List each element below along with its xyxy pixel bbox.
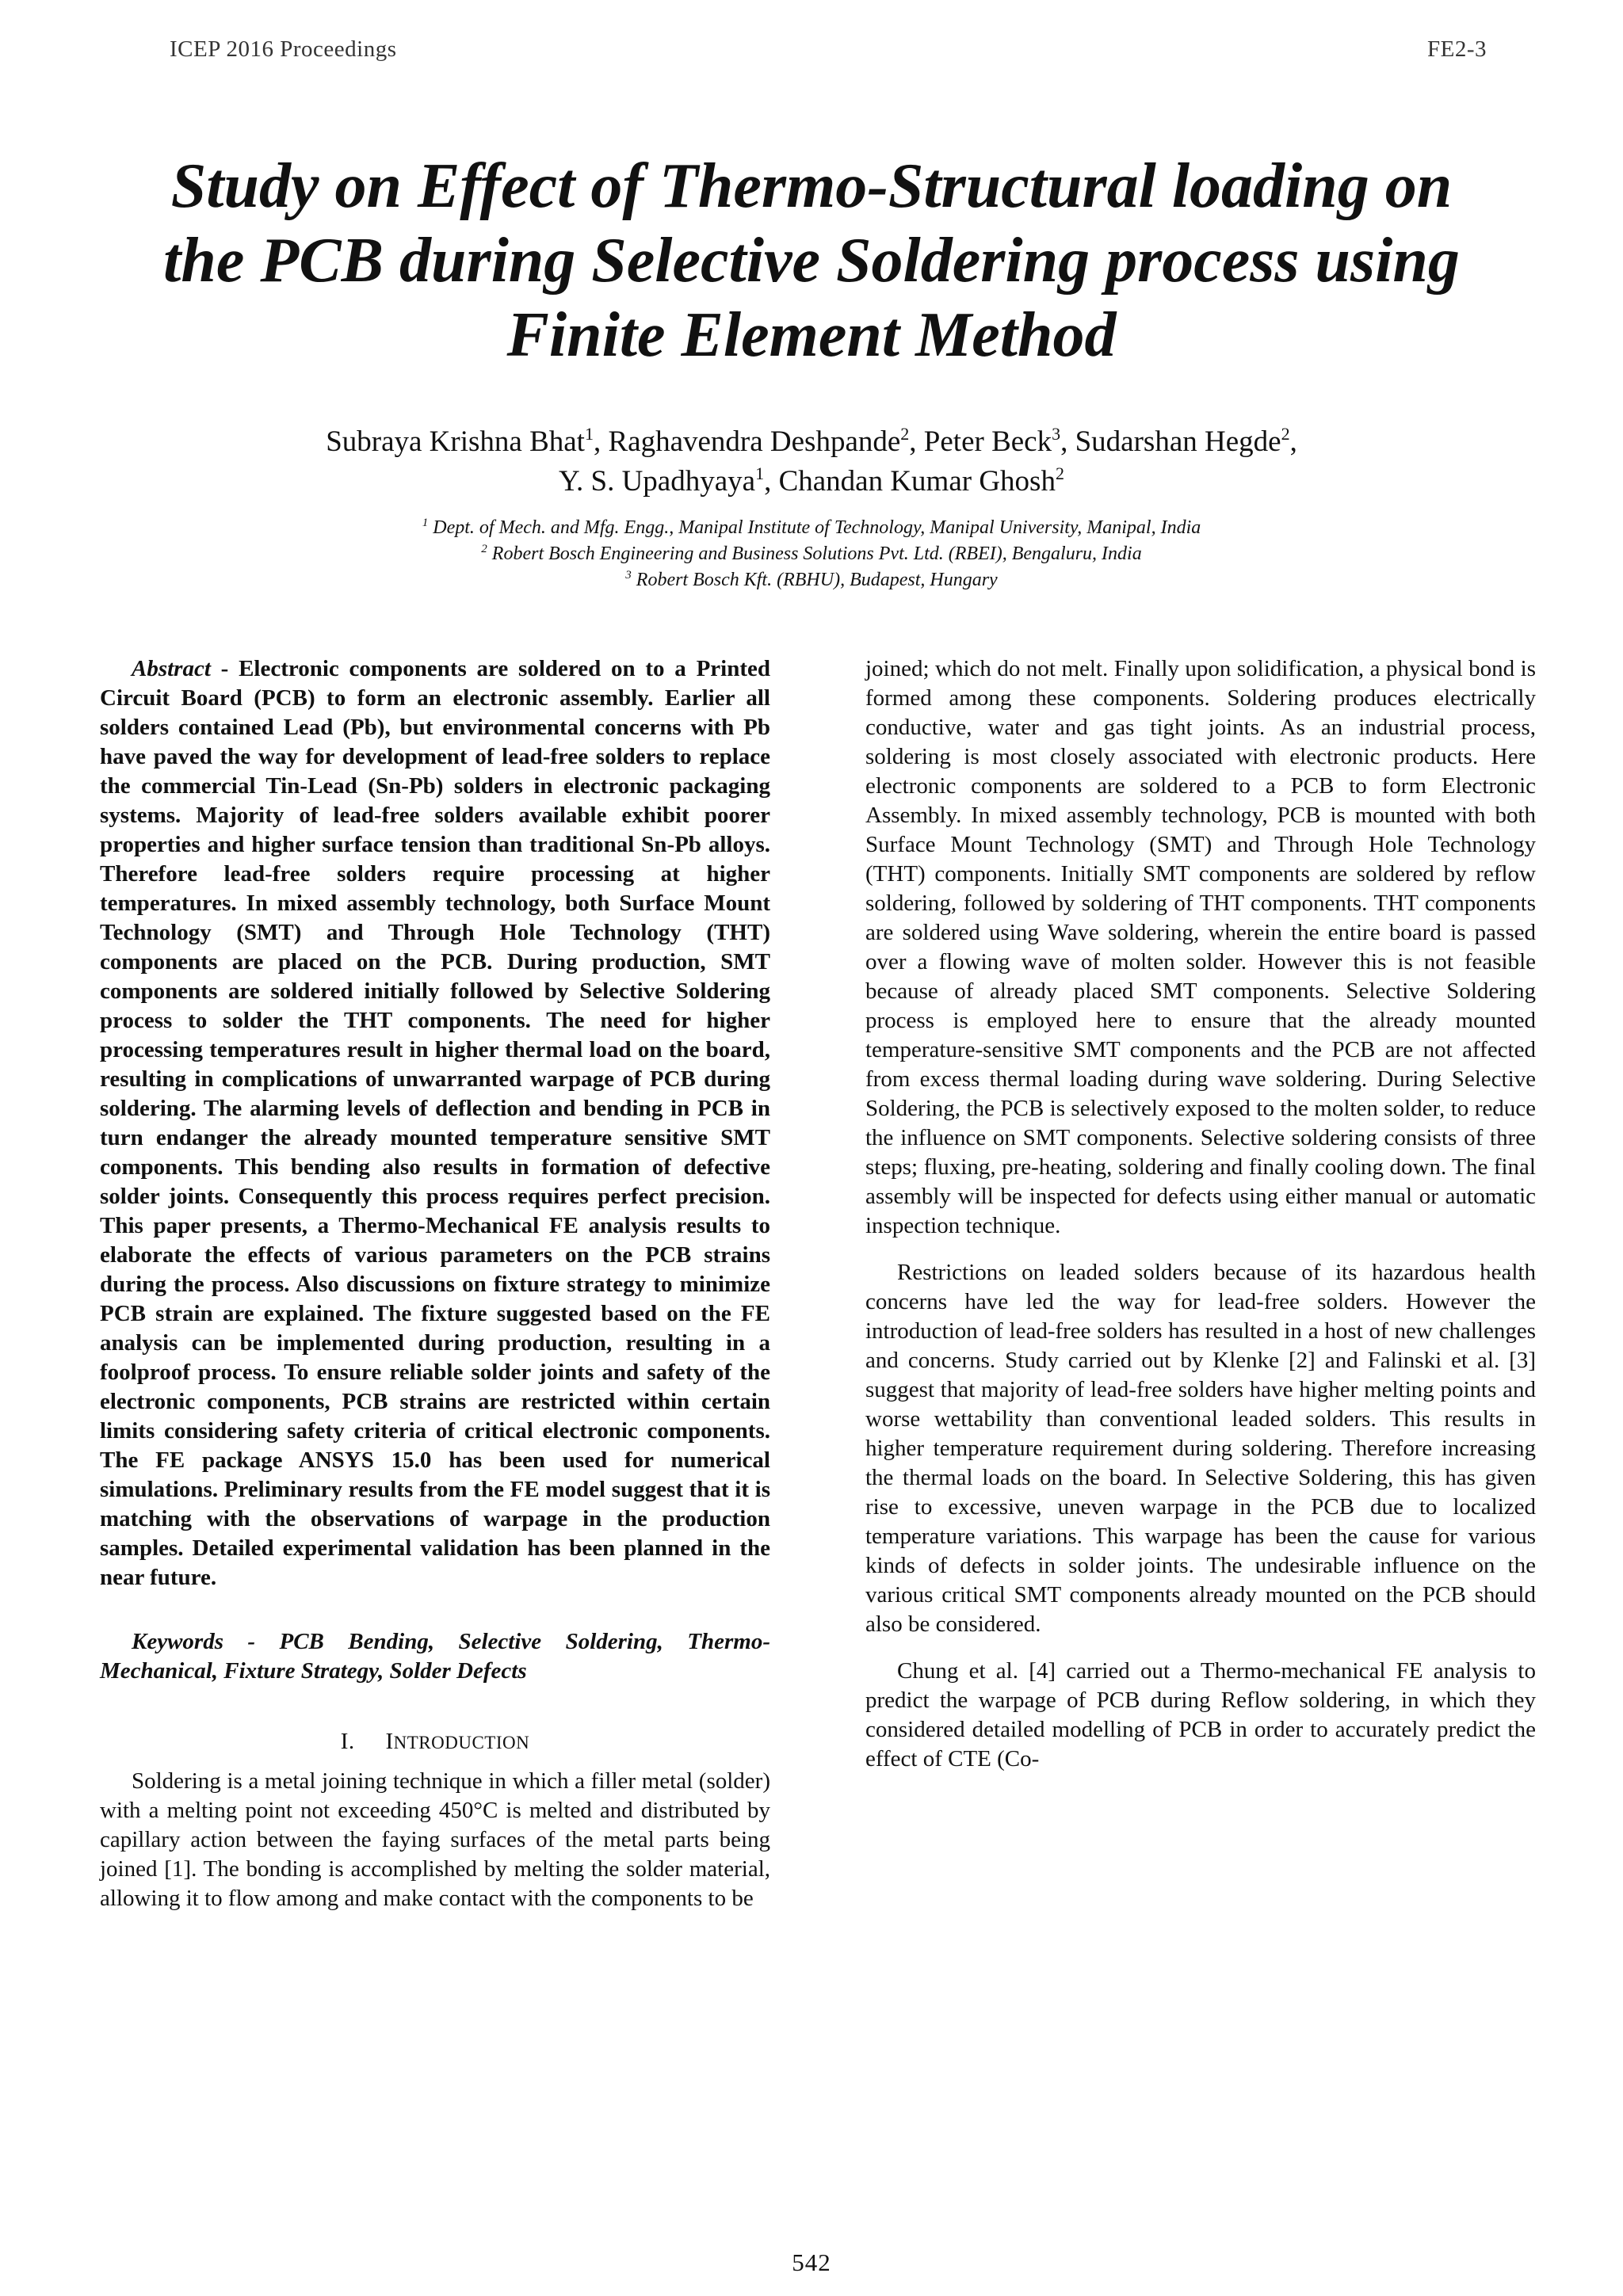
section-title-initial: I: [385, 1729, 394, 1754]
author-affil-sup: 2: [1281, 424, 1290, 444]
body-paragraph: Chung et al. [4] carried out a Thermo-mechanical FE analysis to predict the warpage of PCB during Reflow soldering, in which they considered detailed modelling of PCB in order to accurately predict the effect of CTE (Co-: [865, 1658, 1536, 1772]
author-name: , Sudarshan Hegde: [1060, 425, 1281, 458]
affiliation-sup: 1: [422, 517, 429, 529]
header-proceedings: ICEP 2016 Proceedings: [170, 36, 397, 62]
title-line: the PCB during Selective Soldering process using: [163, 226, 1460, 296]
affiliation-sup: 3: [625, 569, 632, 582]
section-title-rest: NTRODUCTION: [393, 1733, 530, 1753]
keywords-text: - PCB Bending, Selective Soldering, Thermo-Mechanical, Fixture Strategy, Solder Defects: [100, 1629, 770, 1684]
title-line: Finite Element Method: [506, 300, 1117, 370]
affiliation: [95, 541, 1528, 567]
section-number: I.: [340, 1729, 355, 1754]
author-separator: ,: [1289, 425, 1297, 458]
affiliation-text: Robert Bosch Kft. (RBHU), Budapest, Hungary: [631, 570, 998, 590]
author-name: Subraya Krishna Bhat: [326, 425, 585, 458]
author-line: [95, 422, 1528, 462]
body-paragraph: Restrictions on leaded solders because of its hazardous health concerns have led the way for lead-free solders. However the introduction of lead-free solders has resulted in a host of new challenges and concerns. Study carried out by Klenke [2] and Falinski et al. [3] suggest that majority of lead-free solders have higher melting points and worse wettability than conventional leaded solders. This results in higher temperature requirement during soldering. Therefore increasing the thermal loads on the board. In Selective Soldering, this has given rise to excessive, uneven warpage in the PCB due to localized temperature variations. This warpage has been the cause for various kinds of defects in solder joints. The undesirable influence on the various critical SMT components already mounted on the PCB should also be considered.: [865, 1260, 1536, 1637]
body-paragraph: joined; which do not melt. Finally upon solidification, a physical bond is formed among these components. Soldering produces electrically conductive, water and gas tight joints. As an industrial process, soldering is most closely associated with electronic products. Here electronic components are soldered to a PCB to form Electronic Assembly. In mixed assembly technology, PCB is mounted with both Surface Mount Technology (SMT) and Through Hole Technology (THT) components. Initially SMT components are soldered by reflow soldering, followed by soldering of THT components. THT components are soldered using Wave soldering, wherein the entire board is passed over a flowing wave of molten solder. However this is not feasible because of already placed SMT components. Selective Soldering process is employed here to ensure that the already mounted temperature-sensitive SMT components and the PCB are not affected from excess thermal loading during wave soldering. During Selective Soldering, the PCB is selectively exposed to the molten solder, to reduce the influence on SMT components. Selective soldering consists of three steps; fluxing, pre-heating, soldering and finally cooling down. The final assembly will be inspected for defects using either manual or automatic inspection technique.: [865, 656, 1536, 1238]
affiliation-text: Dept. of Mech. and Mfg. Engg., Manipal Institute of Technology, Manipal University, Manipal, India: [428, 517, 1201, 538]
paper-title: [95, 149, 1528, 372]
author-affil-sup: 3: [1052, 424, 1061, 444]
author-name: , Raghavendra Deshpande: [593, 425, 901, 458]
affiliation: [95, 567, 1528, 593]
author-affil-sup: 1: [755, 463, 765, 483]
author-affil-sup: 2: [900, 424, 910, 444]
author-name: Y. S. Upadhyaya: [559, 465, 756, 498]
author-name: , Peter Beck: [909, 425, 1052, 458]
keywords: [100, 1627, 770, 1686]
author-line: [95, 462, 1528, 502]
keywords-label: Keywords: [132, 1629, 223, 1654]
affiliation-text: Robert Bosch Engineering and Business Solutions Pvt. Ltd. (RBEI), Bengaluru, India: [487, 543, 1142, 564]
affiliation: [95, 515, 1528, 541]
right-column: [865, 654, 1536, 1774]
abstract-label: Abstract: [132, 656, 211, 681]
section-heading-introduction: [100, 1727, 770, 1757]
author-affil-sup: 1: [584, 424, 594, 444]
author-name: , Chandan Kumar Ghosh: [764, 465, 1056, 498]
author-affil-sup: 2: [1055, 463, 1064, 483]
page-number: 542: [792, 2248, 831, 2276]
title-line: Study on Effect of Thermo-Structural loading on: [170, 151, 1453, 221]
left-column: [100, 654, 770, 1913]
affiliation-sup: 2: [481, 543, 487, 555]
abstract-text: - Electronic components are soldered on to a Printed Circuit Board (PCB) to form an electronic assembly. Earlier all solders contained Lead (Pb), but environmental concerns with Pb have paved the way for development of lead-free solders to replace the commercial Tin-Lead (Sn-Pb) solders in electronic packaging systems. Majority of lead-free solders available exhibit poorer properties and higher surface tension than traditional Sn-Pb alloys. Therefore lead-free solders require processing at higher temperatures. In mixed assembly technology, both Surface Mount Technology (SMT) and Through Hole Technology (THT) components are placed on the PCB. During production, SMT components are soldered initially followed by Selective Soldering process to solder the THT components. The need for higher processing temperatures result in higher thermal load on the board, resulting in complications of unwarranted warpage of PCB during soldering. The alarming levels of deflection and bending in PCB in turn endanger the already mounted temperature sensitive SMT components. This bending also results in formation of defective solder joints. Consequently this process requires perfect precision. This paper presents, a Thermo-Mechanical FE analysis results to elaborate the effects of various parameters on the PCB strains during the process. Also discussions on fixture strategy to minimize PCB strain are explained. The fixture suggested based on the FE analysis can be implemented during production, resulting in a foolproof process. To ensure reliable solder joints and safety of the electronic components, PCB strains are restricted within certain limits considering safety criteria of critical electronic components. The FE package ANSYS 15.0 has been used for numerical simulations. Preliminary results from the FE model suggest that it is matching with the observations of warpage in the production samples. Detailed experimental validation has been planned in the near future.: [100, 656, 770, 1590]
affiliation-list: [95, 515, 1528, 593]
intro-paragraph: Soldering is a metal joining technique in which a filler metal (solder) with a melting point not exceeding 450°C is melted and distributed by capillary action between the faying surfaces of the metal parts being joined [1]. The bonding is accomplished by melting the solder material, allowing it to flow among and make contact with the components to be: [100, 1768, 770, 1911]
abstract: [100, 654, 770, 1592]
header-paper-code: FE2-3: [1427, 36, 1487, 62]
author-list: [95, 422, 1528, 502]
